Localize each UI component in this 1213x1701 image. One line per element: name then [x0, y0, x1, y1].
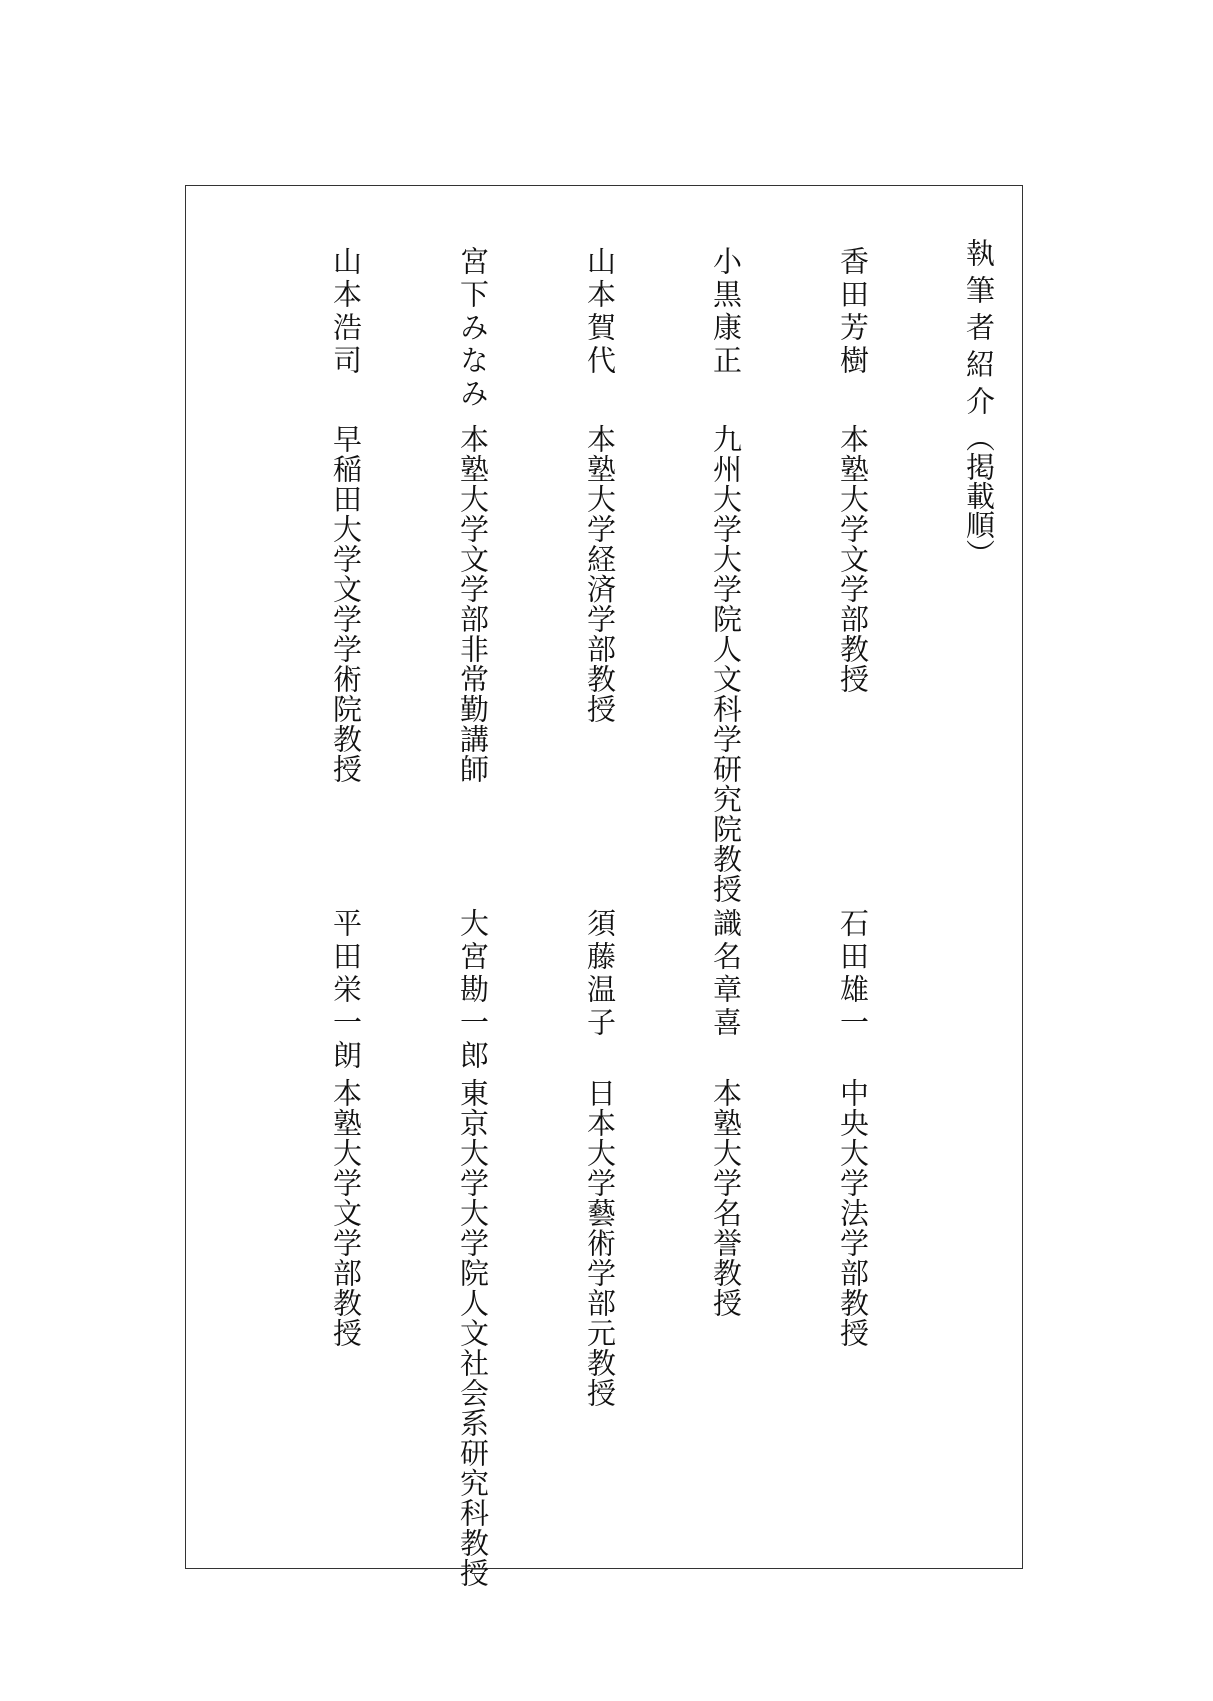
author-name: 大宮勘一郎: [456, 908, 490, 1073]
author-affiliation: 東京大学大学院人文社会系研究科教授: [456, 1078, 490, 1588]
author-affiliation: 早稲田大学文学学術院教授: [329, 424, 363, 784]
author-affiliation: 中央大学法学部教授: [836, 1078, 870, 1348]
author-affiliation: 九州大学大学院人文科学研究院教授: [709, 424, 743, 904]
author-name: 宮下みなみ: [456, 246, 490, 411]
author-name: 識名章喜: [709, 908, 743, 1040]
title-text: 執筆者紹介: [962, 238, 996, 423]
author-affiliation: 本塾大学文学部教授: [329, 1078, 363, 1348]
author-name: 山本浩司: [329, 246, 363, 378]
author-name: 須藤温子: [583, 908, 617, 1040]
author-affiliation: 本塾大学名誉教授: [709, 1078, 743, 1318]
page-title: [962, 238, 996, 568]
author-name: 石田雄一: [836, 908, 870, 1040]
author-affiliation: 本塾大学経済学部教授: [583, 424, 617, 724]
author-name: 小黒康正: [709, 246, 743, 378]
title-subtitle: （掲載順）: [962, 423, 996, 568]
author-name: 山本賀代: [583, 246, 617, 378]
author-name: 平田栄一朗: [329, 908, 363, 1073]
author-name: 香田芳樹: [836, 246, 870, 378]
author-affiliation: 本塾大学文学部非常勤講師: [456, 424, 490, 784]
author-affiliation: 日本大学藝術学部元教授: [583, 1078, 617, 1408]
author-affiliation: 本塾大学文学部教授: [836, 424, 870, 694]
